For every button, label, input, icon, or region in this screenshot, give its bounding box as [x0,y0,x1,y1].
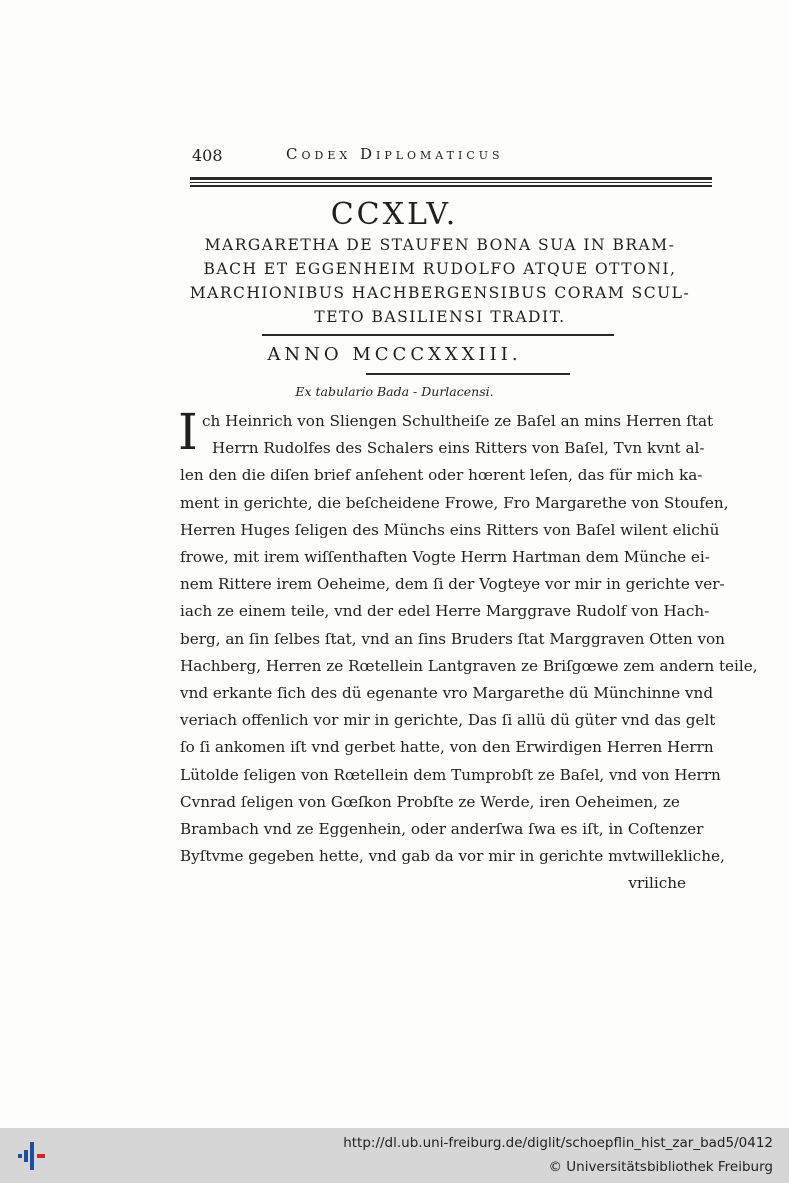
text-line: ch Heinrich von Sliengen Schultheiſe ze Baſel an mins Herren ſtat [202,412,714,430]
header-rule [190,185,712,187]
title-line: MARGARETHA DE STAUFEN BONA SUA IN BRAM- [204,236,676,254]
year-rule [366,373,570,375]
text-line: Hachberg, Herren ze Rœtellein Lantgraven ze Briſgœwe zem andern teile, [180,656,758,675]
text-line: Herren Huges ſeligen des Münchs eins Ritters von Baſel wilent elichü [180,520,720,539]
text-line: Cvnrad ſeligen von Gœſkon Probſte ze Werde, iren Oeheimen, ze [180,792,680,811]
title-line: TETO BASILIENSI TRADIT. [314,308,566,326]
text-line: Brambach vnd ze Eggenhein, oder anderſwa ſwa es iſt, in Coſtenzer [180,820,704,839]
running-title: Codex Diplomaticus [286,145,504,163]
title-line: MARCHIONIBUS HACHBERGENSIBUS CORAM SCUL- [189,284,691,302]
body-text [178,403,758,898]
catchword: vriliche [628,874,686,893]
text-line: Byſtvme gegeben hette, vnd gab da vor mir in gerichte mvtwillekliche, [180,847,725,866]
permalink[interactable]: http://dl.ub.uni-freiburg.de/diglit/schoepflin_hist_zar_bad5/0412 [343,1135,773,1151]
text-line: iach ze einem teile, vnd der edel Herre Marggrave Rudolf von Hach- [180,602,710,621]
document-title [180,233,700,329]
text-line: Lütolde ſeligen von Rœtellein dem Tumprobſt ze Baſel, vnd von Herrn [180,765,721,784]
text-line: len den die diſen brief anſehent oder hœrent leſen, das für mich ka- [180,466,703,485]
text-line: frowe, mit irem wiſſenthaften Vogte Herrn Hartman dem Münche ei- [180,548,710,567]
text-line: berg, an ſin ſelbes ſtat, vnd an ſins Bruders ſtat Marggraven Otten von [180,629,725,648]
title-rule [262,334,614,336]
footer-bar [0,1128,789,1183]
text-line: veriach offenlich vor mir in gerichte, Das ſi allü dü güter vnd das gelt [180,711,716,730]
page-number: 408 [192,146,223,165]
text-line: ment in gerichte, die beſcheidene Frowe, Fro Margarethe von Stoufen, [180,493,729,512]
text-line: nem Rittere irem Oeheime, dem ſi der Vogteye vor mir in gerichte ver- [180,575,725,594]
text-line: Herrn Rudolfes des Schalers eins Ritters von Baſel, Tvn kvnt al- [212,439,705,458]
ub-freiburg-logo-icon[interactable] [12,1138,52,1174]
source-note: Ex tabulario Bada - Durlacensi. [295,384,494,399]
drop-cap: I [178,403,198,461]
text-line: vnd erkante ſich des dü egenante vro Margarethe dü Münchinne vnd [180,684,714,703]
header-rule [190,177,712,180]
title-line: BACH ET EGGENHEIM RUDOLFO ATQUE OTTONI, [203,260,677,278]
copyright-notice: © Universitätsbibliothek Freiburg [548,1159,773,1175]
document-year: ANNO MCCCXXXIII. [267,344,522,365]
document-number: CCXLV. [330,197,459,232]
header-rule [190,182,712,183]
text-line: ſo ſi ankomen iſt vnd gerbet hatte, von den Erwirdigen Herren Herrn [180,738,714,757]
